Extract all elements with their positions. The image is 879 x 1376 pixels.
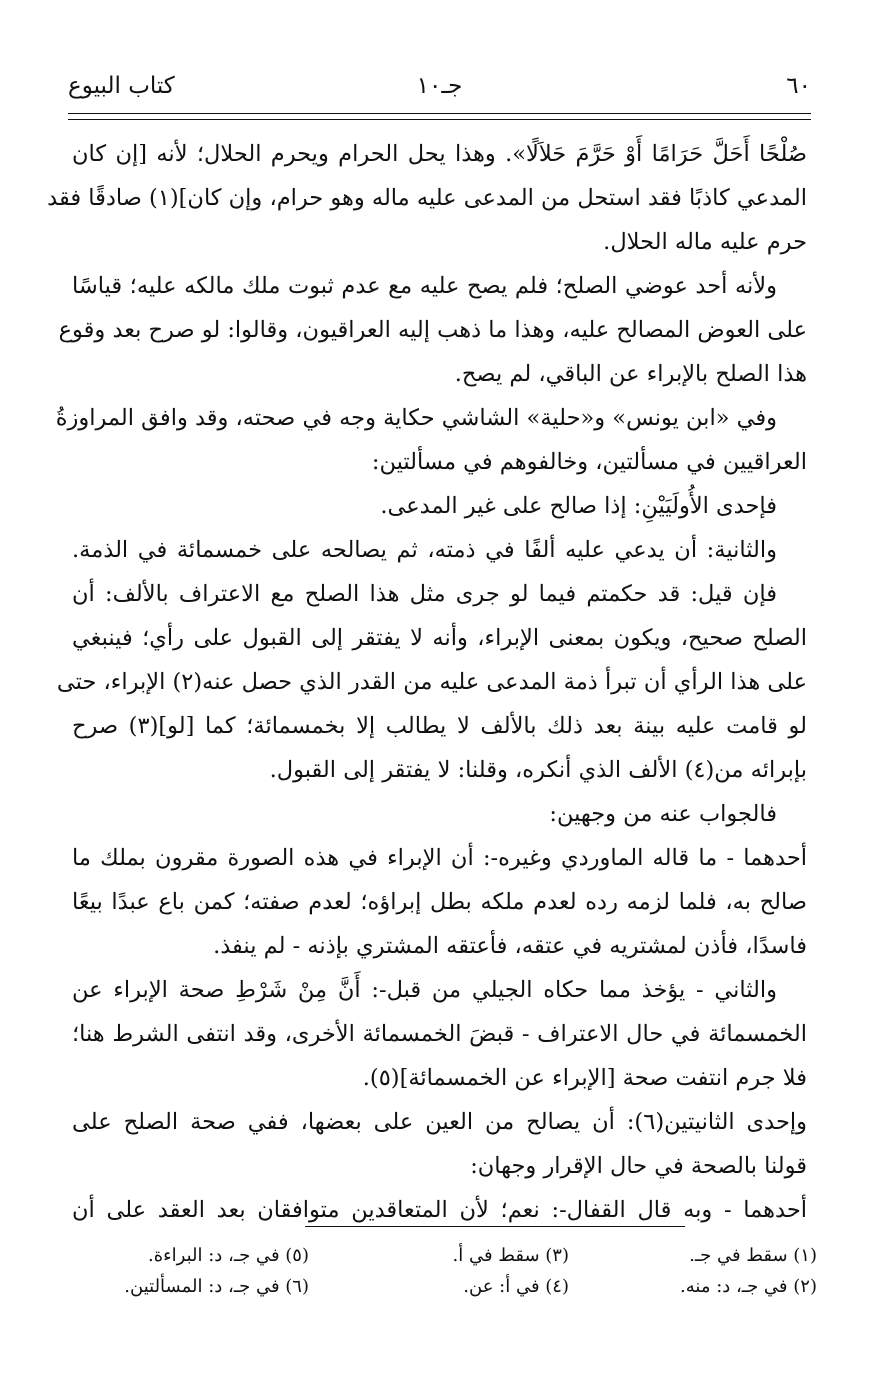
- text-line: فاسدًا، فأذن لمشتريه في عتقه، فأعتقه المشتري بإذنه - لم ينفذ.: [213, 933, 807, 959]
- footnote: (٣) سقط في أ.: [452, 1245, 569, 1266]
- header-rule-bottom: [68, 119, 811, 120]
- page-number: ٦٠: [786, 73, 811, 99]
- footnote: (٦) في جـ، د: المسألتين.: [124, 1276, 309, 1297]
- text-line: حرم عليه ماله الحلال.: [603, 229, 807, 255]
- text-line: الخمسمائة في حال الاعتراف - قبضَ الخمسمائة الأخرى، وقد انتفى الشرط هنا؛: [72, 1021, 807, 1047]
- text-line: الصلح صحيح، ويكون بمعنى الإبراء، وأنه لا يفتقر إلى القبول على رأي؛ فينبغي: [72, 625, 807, 651]
- text-line: وفي «ابن يونس» و«حلية» الشاشي حكاية وجه في صحته، وقد وافق المراوزةُ: [55, 405, 777, 431]
- footnote: (٥) في جـ، د: البراءة.: [148, 1245, 309, 1266]
- text-line: فلا جرم انتفت صحة [الإبراء عن الخمسمائة](٥).: [362, 1065, 807, 1091]
- footnote: (٤) في أ: عن.: [463, 1276, 569, 1297]
- text-line: صُلْحًا أَحَلَّ حَرَامًا أَوْ حَرَّمَ حَلاَلًا». وهذا يحل الحرام ويحرم الحلال؛ لأنه [إن كان: [72, 141, 807, 167]
- book-title: كتاب البيوع: [68, 73, 175, 99]
- text-line: فإن قيل: قد حكمتم فيما لو جرى مثل هذا الصلح مع الاعتراف بالألف: أن: [72, 581, 777, 607]
- text-line: بإبرائه من(٤) الألف الذي أنكره، وقلنا: لا يفتقر إلى القبول.: [269, 757, 807, 783]
- volume-label: جـ١٠: [416, 73, 463, 99]
- footnote-separator: [305, 1226, 685, 1227]
- text-line: أحدهما - وبه قال القفال-: نعم؛ لأن المتعاقدين متوافقان بعد العقد على أن: [72, 1197, 807, 1223]
- text-line: والثانية: أن يدعي عليه ألفًا في ذمته، ثم يصالحه على خمسمائة في الذمة.: [72, 537, 777, 563]
- text-line: هذا الصلح بالإبراء عن الباقي، لم يصح.: [454, 361, 807, 387]
- text-line: المدعي كاذبًا فقد استحل من المدعى عليه ماله وهو حرام، وإن كان](١) صادقًا فقد: [47, 185, 807, 211]
- text-line: العراقيين في مسألتين، وخالفوهم في مسألتين:: [371, 449, 807, 475]
- text-line: فالجواب عنه من وجهين:: [549, 801, 777, 827]
- text-line: قولنا بالصحة في حال الإقرار وجهان:: [470, 1153, 807, 1179]
- footnote: (١) سقط في جـ.: [689, 1245, 817, 1266]
- text-line: وإحدى الثانيتين(٦): أن يصالح من العين على بعضها، ففي صحة الصلح على: [72, 1109, 807, 1135]
- text-line: أحدهما - ما قاله الماوردي وغيره-: أن الإبراء في هذه الصورة مقرون بملك ما: [72, 845, 807, 871]
- text-line: فإحدى الأُولَيَيْنِ: إذا صالح على غير المدعى.: [380, 493, 777, 519]
- text-line: ولأنه أحد عوضي الصلح؛ فلم يصح عليه مع عدم ثبوت ملك مالكه عليه؛ قياسًا: [72, 273, 777, 299]
- text-line: لو قامت عليه بينة بعد ذلك بالألف لا يطالب إلا بخمسمائة؛ كما [لو](٣) صرح: [72, 713, 807, 739]
- header-rule-top: [68, 113, 811, 114]
- footnote: (٢) في جـ، د: منه.: [680, 1276, 817, 1297]
- text-line: صالح به، فلما لزمه رده لعدم ملكه بطل إبراؤه؛ لعدم صفته؛ كمن باع عبدًا بيعًا: [72, 889, 807, 915]
- main-text: [47, 132, 807, 1232]
- text-line: على العوض المصالح عليه، وهذا ما ذهب إليه العراقيون، وقالوا: لو صرح بعد وقوع: [58, 317, 807, 343]
- text-line: على هذا الرأي أن تبرأ ذمة المدعى عليه من القدر الذي حصل عنه(٢) الإبراء، حتى: [56, 669, 807, 695]
- text-line: والثاني - يؤخذ مما حكاه الجيلي من قبل-: أَنَّ مِنْ شَرْطِ صحة الإبراء عن: [72, 977, 777, 1003]
